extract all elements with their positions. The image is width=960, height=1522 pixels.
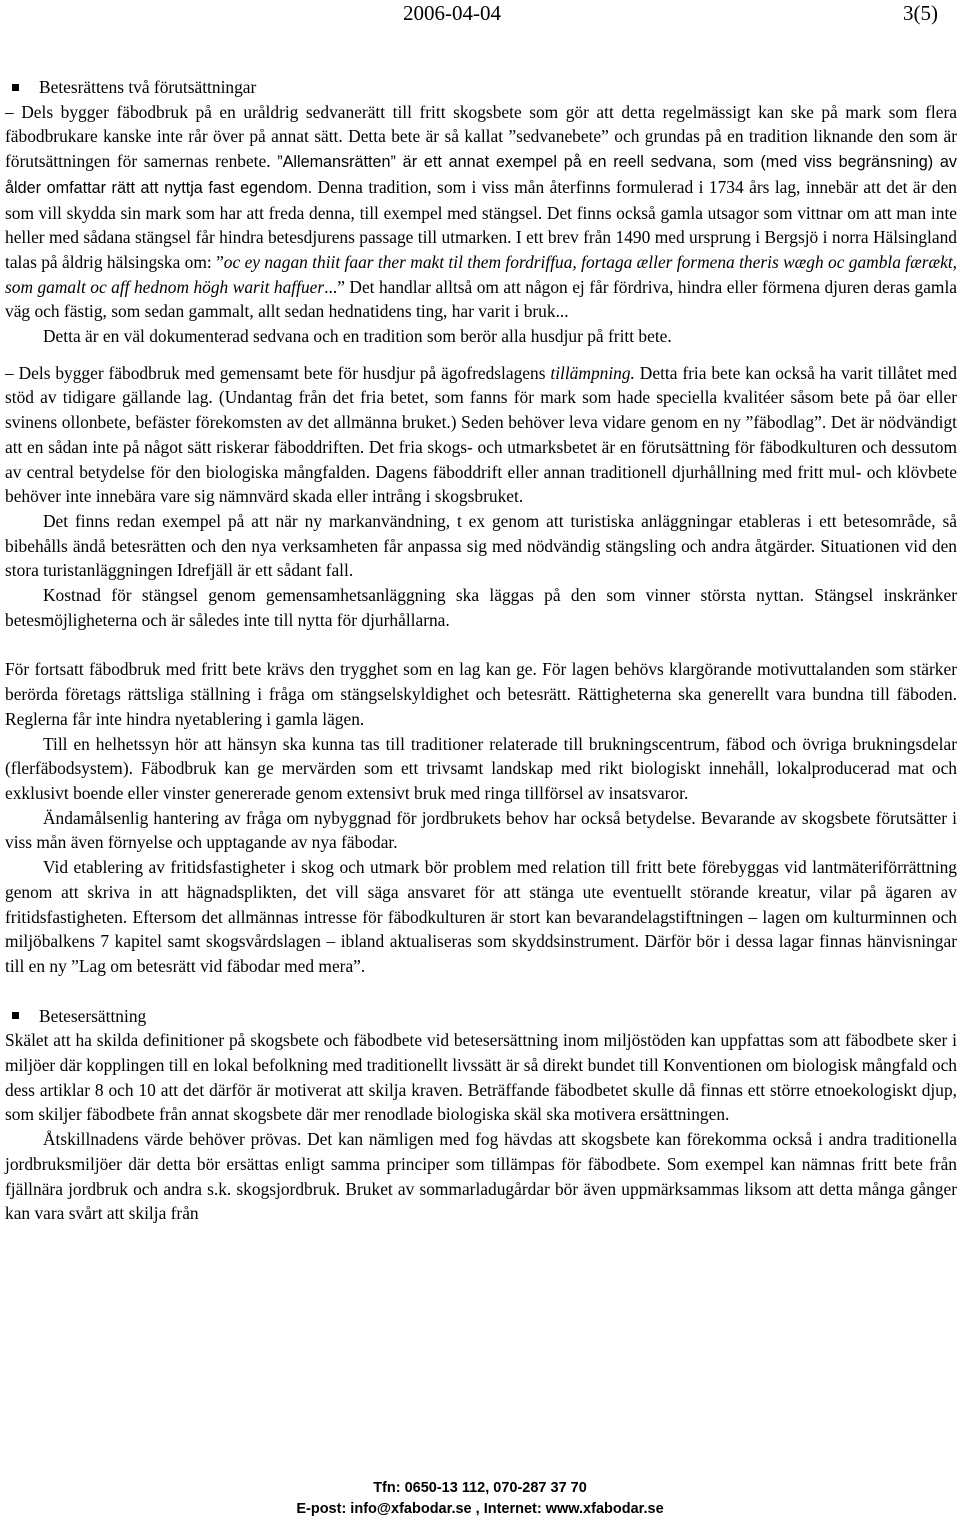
paragraph: Åtskillnadens värde behöver prövas. Det kan nämligen med fog hävdas att skogsbete kan förekomma också i andra traditionella jordbruksmiljöer där detta bör ersättas enligt samma principer som tillämpas för fäbodbete. Som exempel kan nämnas fritt bete från fjällnära jordbruk och andra s.k. skogsjordbruk. Bruket av sommarladugårdar bör även uppmärksammas liksom att detta många gånger kan vara svårt att skilja från (5, 1129, 957, 1224)
paragraph (5, 361, 957, 509)
section-heading-betesratt (5, 75, 957, 100)
footer-contact: E-post: info@xfabodar.se , Internet: www.xfabodar.se (296, 1501, 664, 1517)
quote-italic: oc ey nagan thiit faar ther makt til them fordriffua, fortaga æller formena theris wægh oc gambla færækt, som gamalt oc aff hednom högh warit haffuer (5, 251, 957, 297)
paragraph-text: Denna tradition, som i viss mån återfinns formulerad i 1734 års lag, innebär att det är den som vill skydda sin mark som har att freda denna, till exempel med stängsel. Det finns också gamla utsagor som vittnar om att man inte heller med sådana stängsel får hindra betesdjurens passage till utmarken. I ett brev från 1490 med ursprung i Bergsjö i norra Hälsingland talas på åldrig hälsingska om: ” (5, 176, 957, 272)
paragraph: För fortsatt fäbodbruk med fritt bete krävs den trygghet som en lag kan ge. För lagen behövs klargörande motivuttalanden som stärker berörda företags rättsliga ställning i fråga om stängselskyldighet och betesrätt. Rättigheterna ska generellt vara bundna till fäboden. Reglerna får inte hindra nyetablering i gamla lägen. (5, 659, 957, 729)
section-heading-betesersattning (5, 1004, 957, 1029)
paragraph (5, 100, 957, 324)
paragraph-text-sans: ”Allemansrätten” är ett annat exempel på en reell sedvana, som (med viss begränsning) av ålder omfattar rätt att nyttja fast egendom. (5, 153, 957, 197)
paragraph-text: Detta fria bete kan också ha varit tillåtet med stöd av tidigare gällande lag. (Undantag från det fria betet, som fanns för mark som hade speciella kvalitéer såsom bete på öar eller svinens ollonbete, befäster förekomsten av det allmänna bruket.) Seden behöver leva vidare genom en ny ”fäbodlag”. Det är nödvändigt att en sådan inte på något sätt riskerar fäboddriften. Det fria skogs- och utmarksbetet är en förutsättning för fäbodkulturen och dessutom av central betydelse för den biologiska mångfalden. Dagens fäboddrift eller annan traditionell djurhållning med fritt mul- och klövbete behöver inte innebära vare sig nämnvärd skada eller intrång i skogsbruket. (5, 362, 957, 507)
paragraph: Det finns redan exempel på att när ny markanvändning, t ex genom att turistiska anläggningar etableras i ett betesområde, så bibehålls ändå betesrätten och den nya verksamheten får anpassa sig med nödvändig stängsling och andra åtgärder. Situationen vid den stora turistanläggningen Idrefjäll är ett sådant fall. (5, 510, 957, 581)
section-heading-text: Betesersättning (39, 1005, 147, 1026)
paragraph-text: – Dels bygger fäbodbruk på en uråldrig sedvanerätt till fritt skogsbete som gör att detta regelmässigt kan ske på mark som flera fäbodbrukare kanske inte rår över på annat sätt. Detta bete är så kallat ”sedvanebete” och grundas på en tradition liknande den som är förutsättningen för samernas renbete. (5, 101, 957, 172)
section-heading-text: Betesrättens två förutsättningar (39, 77, 257, 97)
document-body (5, 75, 957, 1226)
paragraph: Till en helhetssyn hör att hänsyn ska kunna tas till traditioner relaterade till brukningscentrum, fäbod och övriga brukningsdelar (flerfäbodsystem). Fäbodbruk kan ge mervärden som ett trivsamt landskap med rikt biologiskt innehåll, lokalproducerad mat och exklusivt boende eller vinster genererade genom extensivt bruk med ringa tillförsel av insatsvaror. (5, 733, 957, 803)
page-number: 3(5) (903, 1, 938, 25)
footer-phone: Tfn: 0650-13 112, 070-287 37 70 (373, 1480, 587, 1496)
paragraph-text: – Dels bygger fäbodbruk med gemensamt bete för husdjur på ägofredslagens (5, 362, 551, 383)
square-bullet-icon (12, 1012, 19, 1019)
header-date: 2006-04-04 (403, 1, 501, 25)
square-bullet-icon (12, 84, 19, 91)
paragraph: Skälet att ha skilda definitioner på skogsbete och fäbodbete vid betesersättning inom miljöstöden kan uppfattas som att fäbodbete sker i miljöer där kopplingen till en lokal befolkning med traditionellt livssätt är så direkt bundet till Konventionen om biologisk mångfald och dess artiklar 8 och 10 att det därför är motiverat att skilja kraven. Beträffande fäbodbetet skulle då finnas ett större etnoekologiskt djup, som skiljer fäbodbete från annat skogsbete där mer renodlade biologiska skäl ska motivera ersättningen. (5, 1030, 957, 1125)
paragraph: Kostnad för stängsel genom gemensamhetsanläggning ska läggas på den som vinner största nyttan. Stängsel inskränker betesmöjligheterna och är således inte till nytta för djurhållarna. (5, 585, 957, 630)
paragraph: Vid etablering av fritidsfastigheter i skog och utmark bör problem med relation till fritt bete förebyggas vid lantmäteriförrättning genom att skriva in att hägnadsplikten, det vill säga ansvaret för att stänga ute eventuellt störande kreatur, vilar på ägaren av fritidsfastigheten. Eftersom det allmännas intresse för fäbodkulturen är stort kan bevarandelagstiftningen – lagen om kulturminnen och miljöbalkens 7 kapitel samt skogsvårdslagen – ibland aktualiseras som skyddsinstrument. Därför bör i dessa lagar finnas hänvisningar till en ny ”Lag om betesrätt vid fäbodar med mera”. (5, 857, 957, 976)
paragraph: Detta är en väl dokumenterad sedvana och en tradition som berör alla husdjur på fritt bete. (43, 326, 672, 347)
italic-term: tillämpning. (550, 362, 635, 383)
paragraph-text: ...” Det handlar alltså om att någon ej får fördriva, hindra eller förmena djuren deras gamla väg och fästig, som sedan gammalt, allt sedan hednatidens ting, har varit i bruk... (5, 276, 957, 322)
paragraph: Ändamålsenlig hantering av fråga om nybyggnad för jordbrukets behov har också betydelse. Bevarande av skogsbete förutsätter i viss mån även förnyelse och upptagande av nya fäbodar. (5, 807, 957, 853)
